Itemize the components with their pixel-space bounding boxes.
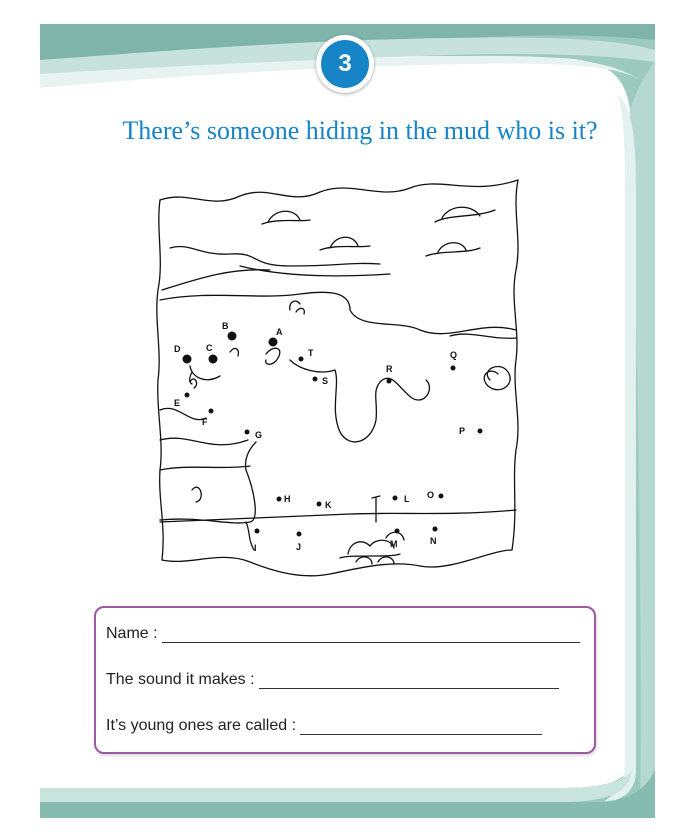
activity-number-badge bbox=[316, 35, 374, 93]
young-row bbox=[106, 717, 542, 735]
dot-b[interactable] bbox=[222, 321, 237, 341]
dot-m-label: M bbox=[390, 539, 398, 549]
dot-points bbox=[174, 321, 483, 553]
dot-s[interactable] bbox=[313, 376, 329, 386]
dot-g-label: G bbox=[255, 430, 263, 440]
activity-number: 3 bbox=[321, 40, 369, 88]
dot-t[interactable] bbox=[299, 348, 315, 362]
sound-row bbox=[106, 671, 559, 689]
dot-p-label: P bbox=[459, 426, 466, 436]
mud-scene-outline bbox=[157, 180, 518, 576]
sound-answer-line[interactable] bbox=[259, 674, 559, 689]
dot-g[interactable] bbox=[245, 430, 263, 441]
dot-o[interactable] bbox=[427, 490, 444, 500]
dot-j[interactable] bbox=[296, 532, 302, 553]
dot-k-label: K bbox=[325, 500, 332, 510]
dot-l-label: L bbox=[404, 494, 410, 504]
dot-e-label: E bbox=[174, 398, 181, 408]
dot-i[interactable] bbox=[254, 529, 260, 554]
young-label: It’s young ones are called : bbox=[106, 717, 297, 734]
dot-r[interactable] bbox=[386, 364, 393, 384]
answer-box bbox=[94, 606, 596, 754]
dot-s-label: S bbox=[322, 376, 329, 386]
dot-c-label: C bbox=[206, 343, 213, 353]
dot-l[interactable] bbox=[393, 494, 411, 504]
dot-p[interactable] bbox=[459, 426, 483, 436]
sound-label: The sound it makes : bbox=[106, 671, 255, 688]
dot-b-label: B bbox=[222, 321, 229, 331]
dot-r-label: R bbox=[386, 364, 393, 374]
name-label: Name : bbox=[106, 625, 158, 642]
dot-d[interactable] bbox=[174, 344, 192, 364]
dot-q[interactable] bbox=[450, 350, 457, 371]
dot-a[interactable] bbox=[269, 327, 284, 347]
dot-c[interactable] bbox=[206, 343, 218, 364]
dot-e[interactable] bbox=[174, 393, 190, 409]
dot-j-label: J bbox=[296, 542, 302, 552]
dot-n[interactable] bbox=[430, 527, 438, 547]
dot-t-label: T bbox=[308, 348, 314, 358]
question-title: There’s someone hiding in the mud who is it? bbox=[122, 116, 598, 145]
dot-a-label: A bbox=[276, 327, 283, 337]
dot-f[interactable] bbox=[202, 409, 214, 428]
dot-n-label: N bbox=[430, 536, 437, 546]
dot-h[interactable] bbox=[277, 494, 291, 504]
name-row bbox=[106, 625, 580, 643]
dot-q-label: Q bbox=[450, 350, 458, 360]
dot-f-label: F bbox=[202, 417, 208, 427]
dot-h-label: H bbox=[284, 494, 291, 504]
dot-i-label: I bbox=[254, 543, 257, 553]
dot-o-label: O bbox=[427, 490, 435, 500]
dot-to-dot-picture bbox=[150, 170, 530, 590]
dot-k[interactable] bbox=[317, 500, 333, 510]
dot-d-label: D bbox=[174, 344, 181, 354]
dot-m[interactable] bbox=[390, 529, 400, 550]
young-answer-line[interactable] bbox=[300, 720, 542, 735]
name-answer-line[interactable] bbox=[162, 628, 580, 643]
